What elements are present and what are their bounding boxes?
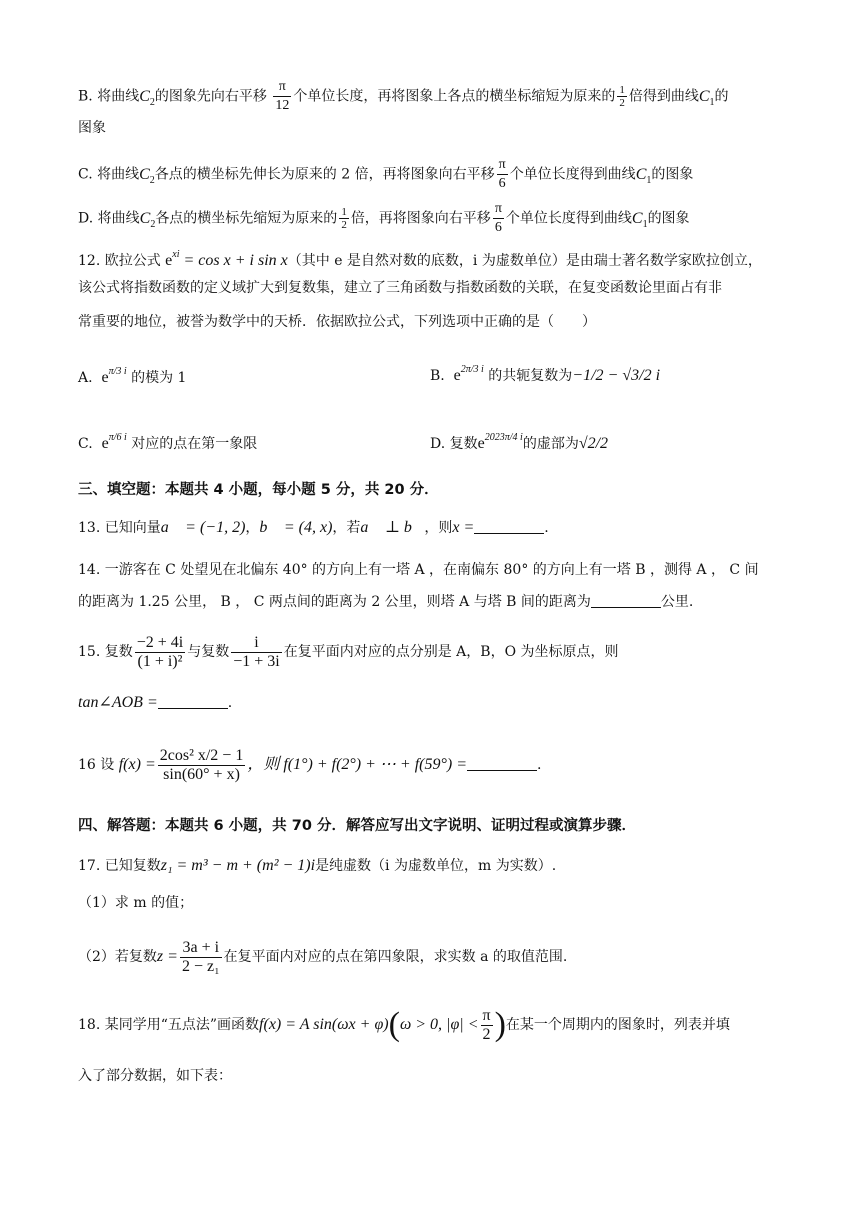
answer-blank <box>591 593 661 608</box>
half-fraction: $\frac{1}{2}$ <box>619 84 625 109</box>
q12-line3: 常重要的地位，被誉为数学中的天桥．依据欧拉公式，下列选项中正确的是（ ） <box>78 314 596 330</box>
q12-option-b: B. $e^{2\pi/3 i}$ 的共轭复数为−1/2 − √3/2 i <box>430 364 661 384</box>
q12-line2: 该公式将指数函数的定义域扩大到复数集，建立了三角函数与指数函数的关联，在复变函数论里面占有非 <box>78 280 722 296</box>
shift-fraction: $\frac{\pi}{6}$ <box>494 201 502 235</box>
shift-fraction: $\frac{\pi}{12}$ <box>275 79 290 113</box>
q12-option-c: C. $e^{\pi/6 i}$ 对应的点在第一象限 <box>78 432 258 452</box>
q12-option-d: D. 复数$e^{2023\pi/4 i}$的虚部为√2/2 <box>430 432 609 452</box>
q17-part1: （1）求 m 的值； <box>78 895 194 911</box>
q15-line1: 15. 复数 $\frac{-2 + 4i}{\text{(1 + i)²}}$ 与复数 $\frac{i}{-1 + 3i}$ 在复平面内对应的点分别是 A，B，O 为坐标原点，则 <box>78 633 619 670</box>
section-4-heading: 四、解答题：本题共 6 小题，共 70 分．解答应写出文字说明、证明过程或演算步骤． <box>78 818 636 834</box>
q17-part2: （2）若复数z = $\frac{3a + i}{\text{2 − z₁}}$ 在复平面内对应的点在第四象限，求实数 a 的取值范围. <box>78 938 568 975</box>
q14-line1: 14. 一游客在 C 处望见在北偏东 40° 的方向上有一塔 A ，在南偏东 80° 的方向上有一塔 B ，测得 A ， C 间 <box>78 562 759 578</box>
q12-option-a: A. $e^{\pi/3 i}$ 的模为 1 <box>78 366 187 386</box>
q17-fraction: $\frac{3a + i}{\text{2 − z₁}}$ <box>181 938 220 975</box>
q18-line1: 18. 某同学用“五点法”画函数f(x) = A sin(ωx + φ)(ω > 0, |φ| < $\frac{\pi}{2}$ )在某一个周期内的图象时，列表并填 <box>78 1006 730 1043</box>
q11-option-b: B. 将曲线$C_2$的图象先向右平移 $\frac{\pi}{12}$ 个单位长度，再将图象上各点的横坐标缩短为原来的 $\frac{1}{2}$ 倍得到曲线$C_1$的 <box>78 79 729 113</box>
section-3-heading: 三、填空题：本题共 4 小题，每小题 5 分，共 20 分． <box>78 482 439 498</box>
half-fraction: $\frac{1}{2}$ <box>341 206 347 231</box>
shift-fraction: $\frac{\pi}{6}$ <box>498 157 506 191</box>
fraction-2: $\frac{i}{-1 + 3i}$ <box>233 633 280 670</box>
q11-option-b-cont: 图象 <box>78 120 106 136</box>
fraction-1: $\frac{-2 + 4i}{\text{(1 + i)²}}$ <box>136 633 184 670</box>
answer-blank <box>158 694 228 709</box>
q15-line2: tan∠AOB = . <box>78 694 233 711</box>
q16: 16 设 f(x) = $\frac{\text{2cos² x/2 − 1}}{\sin(60^\circ + x)}$ ，则 f(1°) + f(2°) + ⋯ + f(59°) = . <box>78 746 542 783</box>
q16-fraction: $\frac{\text{2cos² x/2 − 1}}{\sin(60^\circ + x)}$ <box>159 746 244 783</box>
q17-line1: 17. 已知复数z₁ = m³ − m + (m² − 1)i是纯虚数（i 为虚数单位，m 为实数）. <box>78 857 557 874</box>
q12-line1: 12. 欧拉公式 $e^{xi} = \cos x + i$ sin x（其中 e 是自然对数的底数，i 为虚数单位）是由瑞士著名数学家欧拉创立， <box>78 249 762 269</box>
q11-option-d: D. 将曲线$C_2$各点的横坐标先缩短为原来的 $\frac{1}{2}$ 倍，再将图象向右平移 $\frac{\pi}{6}$ 个单位长度得到曲线$C_1$的图象 <box>78 201 690 235</box>
q18-line2: 入了部分数据，如下表： <box>78 1068 232 1084</box>
q13: 13. 已知向量a⃗ = (−1, 2)，b⃗ = (4, x)，若a⃗ ⊥ b⃗，则x = . <box>78 519 549 536</box>
answer-blank <box>474 519 544 534</box>
q18-fraction: $\frac{\pi}{2}$ <box>482 1006 491 1043</box>
q11-option-c: C. 将曲线$C_2$各点的横坐标先伸长为原来的 2 倍，再将图象向右平移 $\frac{\pi}{6}$ 个单位长度得到曲线$C_1$的图象 <box>78 157 694 191</box>
q14-line2: 的距离为 1.25 公里， B ， C 两点间的距离为 2 公里，则塔 A 与塔 B 间的距离为 公里. <box>78 594 694 610</box>
answer-blank <box>467 756 537 771</box>
